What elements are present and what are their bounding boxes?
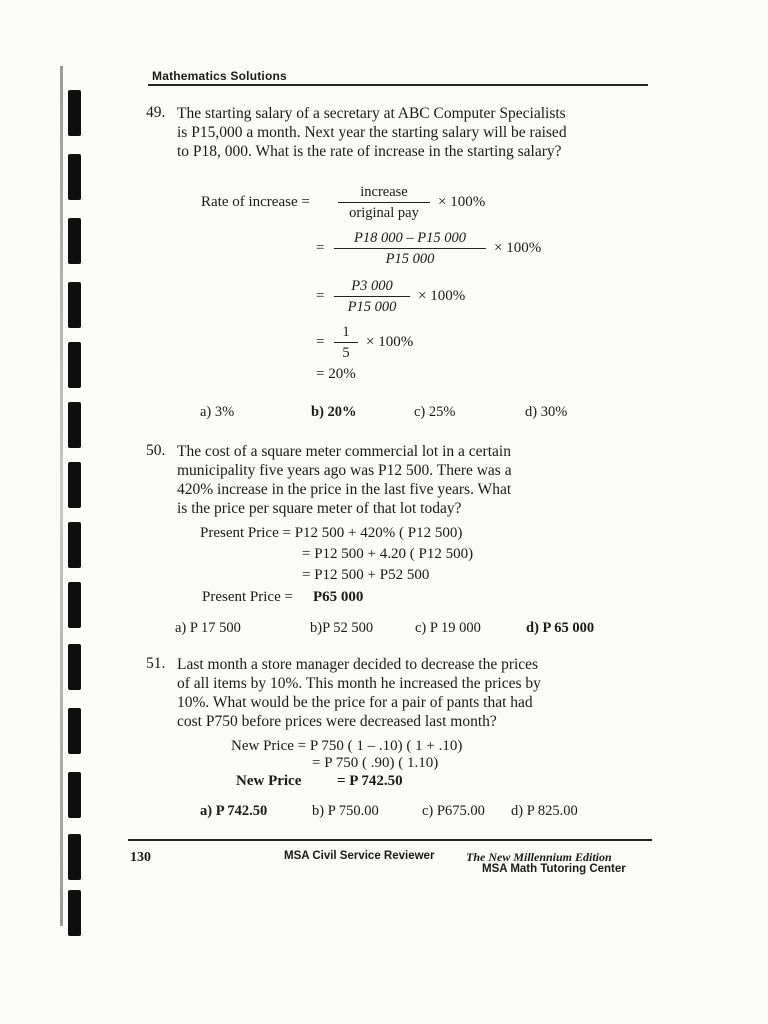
q49-choice-a: a) 3% — [200, 404, 235, 420]
footer-reviewer-title: MSA Civil Service Reviewer — [284, 850, 435, 862]
binding-ring — [68, 708, 81, 754]
footer-tutoring-center: MSA Math Tutoring Center — [482, 863, 626, 875]
spiral-binding — [60, 66, 82, 926]
equals-sign: = — [316, 288, 325, 304]
q51-final-label: New Price — [236, 773, 302, 789]
fraction-1-denominator: original pay — [349, 205, 419, 222]
question-49-line-3: to P18, 000. What is the rate of increase in the starting salary? — [177, 143, 562, 160]
question-51-line-4: cost P750 before prices were decreased last month? — [177, 713, 497, 730]
q51-final-value: = P 742.50 — [337, 773, 403, 789]
header-rule — [148, 84, 648, 86]
question-50-line-2: municipality five years ago was P12 500. There was a — [177, 462, 512, 479]
q51-step-1: New Price = P 750 ( 1 – .10) ( 1 + .10) — [231, 738, 463, 754]
binding-ring — [68, 342, 81, 388]
fraction-bar — [334, 296, 410, 297]
q49-result: = 20% — [316, 366, 356, 382]
binding-ring — [68, 90, 81, 136]
running-header: Mathematics Solutions — [152, 69, 287, 83]
q51-step-2: = P 750 ( .90) ( 1.10) — [312, 755, 439, 771]
binding-ring — [68, 644, 81, 690]
q50-choice-a: a) P 17 500 — [175, 620, 241, 636]
fraction-1-numerator: increase — [360, 184, 408, 200]
footer-rule — [128, 839, 652, 841]
q50-final-label: Present Price = — [202, 589, 293, 605]
q50-choice-b: b)P 52 500 — [310, 620, 374, 636]
question-50-number: 50. — [146, 442, 166, 459]
fraction-4-denominator: 5 — [342, 345, 350, 362]
q49-choice-b-answer: b) 20% — [311, 404, 357, 420]
fraction-3 — [334, 277, 410, 316]
q51-choice-c: c) P675.00 — [422, 803, 485, 819]
binding-ring — [68, 890, 81, 936]
fraction-2-numerator: P18 000 – P15 000 — [354, 230, 466, 246]
q50-final-value: P65 000 — [313, 589, 364, 605]
question-49-line-1: The starting salary of a secretary at ABC Computer Specialists — [177, 105, 566, 122]
question-51-line-1: Last month a store manager decided to decrease the prices — [177, 656, 539, 673]
q49-choice-c: c) 25% — [414, 404, 456, 420]
equals-sign: = — [316, 334, 325, 350]
question-50-line-4: is the price per square meter of that lot today? — [177, 500, 462, 517]
fraction-4 — [334, 323, 358, 362]
binding-ring — [68, 282, 81, 328]
times-100-percent: × 100% — [438, 194, 486, 210]
q50-step-3: = P12 500 + P52 500 — [302, 567, 430, 583]
fraction-2-denominator: P15 000 — [385, 251, 435, 268]
footer-edition: The New Millennium Edition — [466, 850, 612, 864]
question-49-line-2: is P15,000 a month. Next year the starting salary will be raised — [177, 124, 567, 141]
binding-ring — [68, 834, 81, 880]
binding-ring — [68, 582, 81, 628]
q50-step-2: = P12 500 + 4.20 ( P12 500) — [302, 546, 474, 562]
question-51-line-2: of all items by 10%. This month he increased the prices by — [177, 675, 541, 692]
times-100-percent: × 100% — [418, 288, 466, 304]
binding-ring — [68, 402, 81, 448]
fraction-3-numerator: P3 000 — [351, 278, 393, 294]
times-100-percent: × 100% — [366, 334, 414, 350]
q50-step-1: Present Price = P12 500 + 420% ( P12 500) — [200, 525, 463, 541]
times-100-percent: × 100% — [494, 240, 542, 256]
binding-ring — [68, 218, 81, 264]
q50-choice-d-answer: d) P 65 000 — [526, 620, 595, 636]
q49-choice-d: d) 30% — [525, 404, 568, 420]
binding-ring — [68, 772, 81, 818]
rate-of-increase-label: Rate of increase = — [201, 194, 310, 210]
fraction-bar — [334, 248, 486, 249]
question-49-number: 49. — [146, 104, 166, 121]
fraction-2 — [334, 229, 486, 268]
binding-ring — [68, 462, 81, 508]
q51-choice-b: b) P 750.00 — [312, 803, 379, 819]
q51-choice-d: d) P 825.00 — [511, 803, 578, 819]
question-51-number: 51. — [146, 655, 166, 672]
question-51-line-3: 10%. What would be the price for a pair of pants that had — [177, 694, 533, 711]
fraction-bar — [334, 342, 358, 343]
fraction-3-denominator: P15 000 — [347, 299, 397, 316]
binding-ring — [68, 522, 81, 568]
binding-spine — [60, 66, 63, 926]
equals-sign: = — [316, 240, 325, 256]
fraction-4-numerator: 1 — [342, 324, 350, 340]
fraction-bar — [338, 202, 430, 203]
fraction-1 — [338, 183, 430, 222]
q51-choice-a-answer: a) P 742.50 — [200, 803, 268, 819]
question-50-line-3: 420% increase in the price in the last five years. What — [177, 481, 512, 498]
binding-ring — [68, 154, 81, 200]
q50-choice-c: c) P 19 000 — [415, 620, 481, 636]
question-50-line-1: The cost of a square meter commercial lot in a certain — [177, 443, 511, 460]
page-number: 130 — [130, 850, 151, 865]
